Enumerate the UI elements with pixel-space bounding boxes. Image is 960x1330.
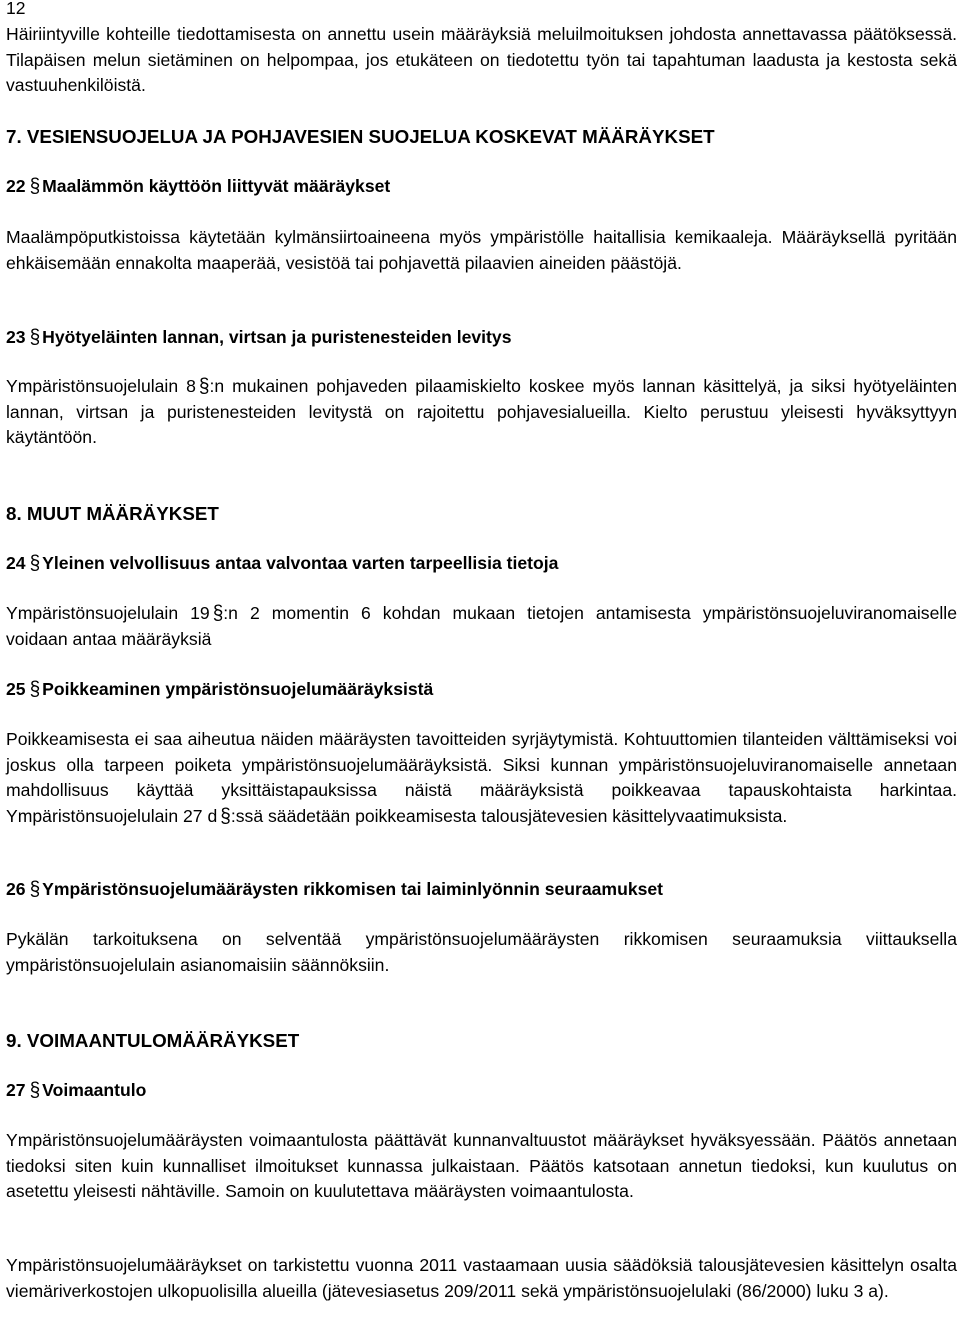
section-number: 22 — [6, 176, 26, 196]
section-number: 27 — [6, 1080, 26, 1100]
paragraph-text: Ympäristönsuojelulain 19 — [6, 603, 210, 623]
section-24-paragraph — [6, 601, 957, 652]
section-title: Hyötyeläinten lannan, virtsan ja puristenesteiden levitys — [42, 327, 512, 347]
section-26-heading — [6, 877, 957, 902]
paragraph-text: Ympäristönsuojelulain 8 — [6, 376, 196, 396]
section-title: Yleinen velvollisuus antaa valvontaa varten tarpeellisia tietoja — [42, 553, 559, 573]
section-22-paragraph: Maalämpöputkistoissa käytetään kylmänsiirtoaineena myös ympäristölle haitallisia kemikaaleja. Määräyksellä pyritään ehkäisemään ennakolta maaperää, vesistöä tai pohjavettä pilaavien aineiden päästöjä. — [6, 227, 957, 273]
section-title: Voimaantulo — [42, 1080, 147, 1100]
paragraph-text: :n 2 momentin 6 kohdan mukaan tietojen antamisesta ympäristönsuojeluviranomaiselle voidaan antaa määräyksiä — [6, 603, 957, 649]
section-number: 25 — [6, 679, 26, 699]
section-title: Ympäristönsuojelumääräysten rikkomisen tai laiminlyönnin seuraamukset — [42, 879, 664, 899]
page-number: 12 — [6, 0, 26, 18]
section-25-heading — [6, 677, 957, 702]
section-number: 23 — [6, 327, 26, 347]
section-27-heading — [6, 1078, 957, 1103]
section-8-heading: 8. MUUT MÄÄRÄYKSET — [6, 503, 219, 524]
section-number: 24 — [6, 553, 26, 573]
section-23-paragraph — [6, 374, 957, 451]
paragraph-text: :ssä säädetään poikkeamisesta talousjätevesien käsittelyvaatimuksista. — [230, 806, 788, 827]
paragraph-text: :n mukainen pohjaveden pilaamiskielto koskee myös lannan käsittelyä, ja siksi hyötyeläinten lannan, virtsan ja puristenesteiden levitystä on rajoitettu pohjavesialueilla. Kielto perustuu yleisesti hyväksyttyyn käytäntöön. — [6, 376, 957, 448]
section-27-paragraph-1: Ympäristönsuojelumääräysten voimaantulosta päättävät kunnanvaltuustot määräykset hyväksyessään. Päätös annetaan tiedoksi siten kuin kunnalliset ilmoitukset kunnassa julkaistaan. Päätös katsotaan annetun tiedoksi, kun kuulutus on asetettu yleisesti nähtäville. Samoin on kuulutettava määräysten voimaantulosta. — [6, 1130, 957, 1202]
section-sign: § — [29, 878, 41, 901]
section-9-heading: 9. VOIMAANTULOMÄÄRÄYKSET — [6, 1030, 300, 1051]
section-sign: § — [29, 678, 41, 701]
section-sign: § — [29, 175, 41, 198]
section-22-heading — [6, 174, 957, 199]
section-sign: § — [212, 602, 224, 625]
section-sign: § — [29, 552, 41, 575]
section-sign: § — [220, 805, 231, 828]
intro-paragraph: Häiriintyville kohteille tiedottamisesta on annettu usein määräyksiä meluilmoituksen johdosta annettavassa päätöksessä. Tilapäisen melun sietäminen on helpompaa, jos etukäteen on tiedotettu työn tai tapahtuman laadusta ja kestosta sekä vastuuhenkilöistä. — [6, 24, 957, 96]
section-sign: § — [29, 326, 41, 349]
section-24-heading — [6, 551, 957, 576]
section-26-paragraph: Pykälän tarkoituksena on selventää ympäristönsuojelumääräysten rikkomisen seuraamuksia viittauksella ympäristönsuojelulain asianomaisiin säännöksiin. — [6, 929, 957, 975]
paragraph-text: Poikkeamisesta ei saa aiheutua näiden määräysten tavoitteiden syrjäytymistä. Kohtuuttomien tilanteiden välttämiseksi voi joskus olla tarpeen poiketa ympäristönsuojelumääräyksistä. Siksi kunnan ympäristönsuojeluviranomaiselle annetaan mahdollisuus käyttää yksittäistapauksissa näistä määräyksistä poikkeavaa tapauskohtaista harkintaa. Ympäristönsuojelulain 27 d — [6, 729, 957, 827]
section-23-heading — [6, 325, 957, 350]
section-sign: § — [198, 375, 210, 398]
section-number: 26 — [6, 879, 26, 899]
section-sign: § — [29, 1079, 41, 1102]
section-7-heading: 7. VESIENSUOJELUA JA POHJAVESIEN SUOJELUA KOSKEVAT MÄÄRÄYKSET — [6, 126, 715, 147]
section-title: Poikkeaminen ympäristönsuojelumääräyksistä — [42, 679, 434, 699]
section-27-paragraph-2: Ympäristönsuojelumääräykset on tarkistettu vuonna 2011 vastaamaan uusia säädöksiä talousjätevesien käsittelyn osalta viemäriverkostojen ulkopuolisilla alueilla (jätevesiasetus 209/2011 sekä ympäristönsuojelulaki (86/2000) luku 3 a). — [6, 1255, 957, 1301]
section-title: Maalämmön käyttöön liittyvät määräykset — [42, 176, 391, 196]
section-25-paragraph — [6, 727, 957, 830]
